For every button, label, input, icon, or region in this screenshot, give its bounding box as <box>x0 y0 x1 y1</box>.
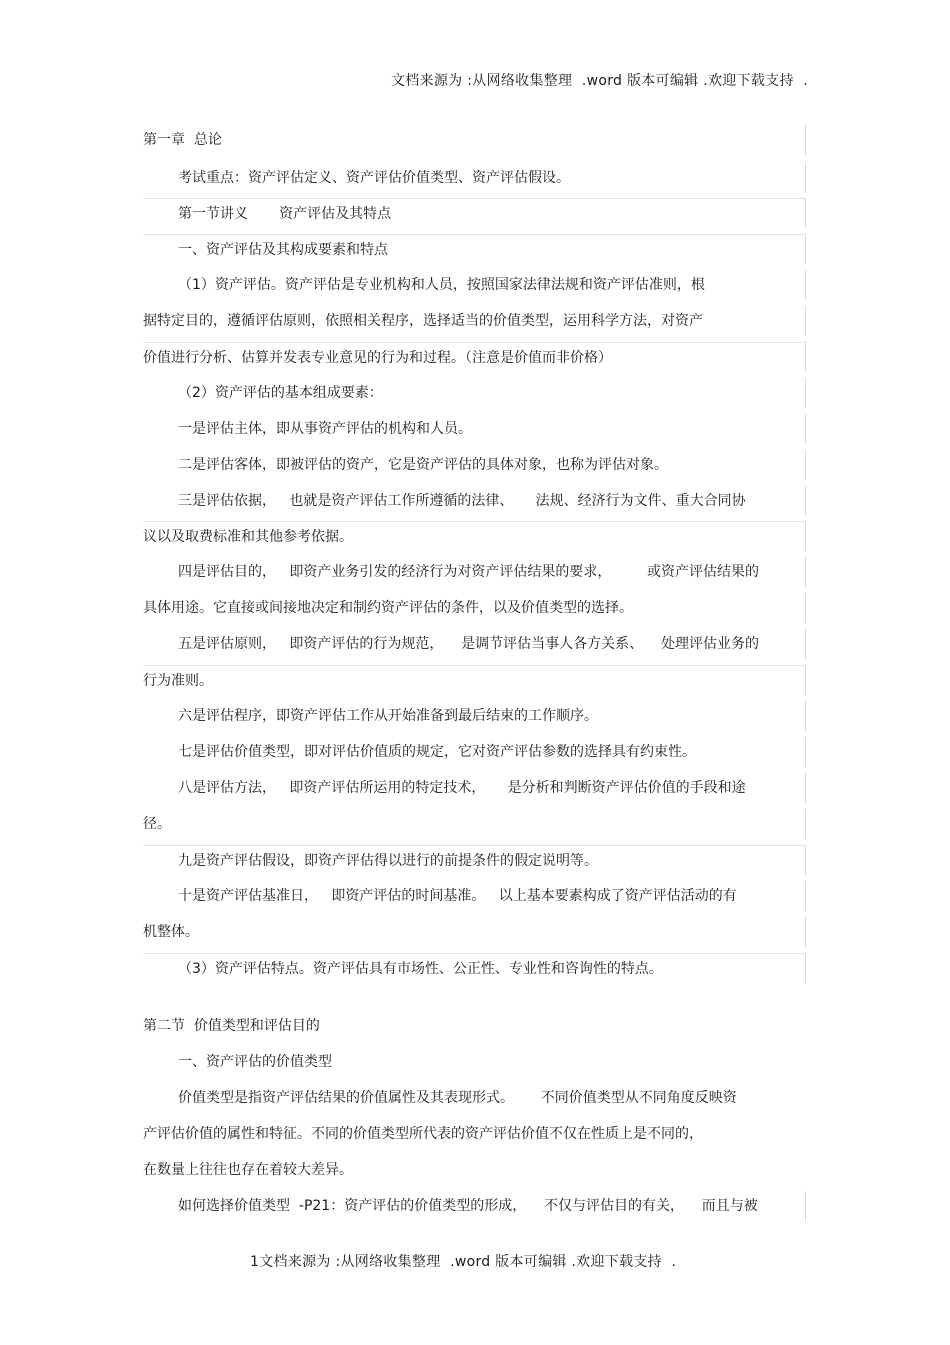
chapter-title: 第一章 总论 <box>143 125 806 155</box>
page-footer: 1文档来源为 :从网络收集整理 .word 版本可编辑 .欢迎下载支持 . <box>250 1254 677 1270</box>
paragraph-line: 价值类型是指资产评估结果的价值属性及其表现形式。 不同价值类型从不同角度反映资 <box>178 1090 737 1106</box>
section-title: 第二节 价值类型和评估目的 <box>143 1018 320 1034</box>
paragraph-line: 行为准则。 <box>143 665 806 695</box>
subsection-title: 一、资产评估及其构成要素和特点 <box>143 234 806 264</box>
paragraph-line: 一是评估主体，即从事资产评估的机构和人员。 <box>143 414 806 444</box>
paragraph-line: 在数量上往往也存在着较大差异。 <box>143 1162 353 1178</box>
paragraph-line: 八是评估方法， 即资产评估所运用的特定技术， 是分析和判断资产评估价值的手段和途 <box>143 773 806 803</box>
section-title: 第一节讲义 资产评估及其特点 <box>143 198 806 228</box>
paragraph-line: 十是资产评估基准日， 即资产评估的时间基准。 以上基本要素构成了资产评估活动的有 <box>143 881 806 911</box>
subsection-title: 一、资产评估的价值类型 <box>178 1054 332 1070</box>
page-header: 文档来源为 :从网络收集整理 .word 版本可编辑 .欢迎下载支持 . <box>390 73 808 89</box>
paragraph-line: 四是评估目的， 即资产业务引发的经济行为对资产评估结果的要求， 或资产评估结果的 <box>143 557 806 587</box>
paragraph-line: 九是资产评估假设，即资产评估得以进行的前提条件的假定说明等。 <box>143 845 806 875</box>
exam-focus: 考试重点：资产评估定义、资产评估价值类型、资产评估假设。 <box>143 163 806 193</box>
paragraph-line: 五是评估原则， 即资产评估的行为规范， 是调节评估当事人各方关系、 处理评估业务的 <box>143 629 806 659</box>
paragraph-line: （1）资产评估。资产评估是专业机构和人员，按照国家法律法规和资产评估准则，根 <box>143 270 806 300</box>
paragraph-line: 据特定目的，遵循评估原则，依照相关程序，选择适当的价值类型，运用科学方法，对资产 <box>143 306 806 336</box>
paragraph-line: 径。 <box>143 809 806 839</box>
paragraph-line: 六是评估程序，即资产评估工作从开始准备到最后结束的工作顺序。 <box>143 701 806 731</box>
paragraph-line: （2）资产评估的基本组成要素： <box>143 378 806 408</box>
paragraph-line: （3）资产评估特点。资产评估具有市场性、公正性、专业性和咨询性的特点。 <box>143 953 806 983</box>
paragraph-line: 具体用途。它直接或间接地决定和制约资产评估的条件，以及价值类型的选择。 <box>143 593 806 623</box>
paragraph-line: 产评估价值的属性和特征。不同的价值类型所代表的资产评估价值不仅在性质上是不同的， <box>143 1126 703 1142</box>
paragraph-line: 三是评估依据， 也就是资产评估工作所遵循的法律、 法规、经济行为文件、重大合同协 <box>143 486 806 516</box>
paragraph-line: 如何选择价值类型 -P21：资产评估的价值类型的形成， 不仅与评估目的有关， 而且与被 <box>143 1191 806 1221</box>
paragraph-line: 议以及取费标准和其他参考依据。 <box>143 521 806 551</box>
paragraph-line: 机整体。 <box>143 917 806 947</box>
paragraph-line: 价值进行分析、估算并发表专业意见的行为和过程。（注意是价值而非价格） <box>143 342 806 372</box>
paragraph-line: 二是评估客体，即被评估的资产，它是资产评估的具体对象，也称为评估对象。 <box>143 450 806 480</box>
paragraph-line: 七是评估价值类型，即对评估价值质的规定，它对资产评估参数的选择具有约束性。 <box>143 737 806 767</box>
